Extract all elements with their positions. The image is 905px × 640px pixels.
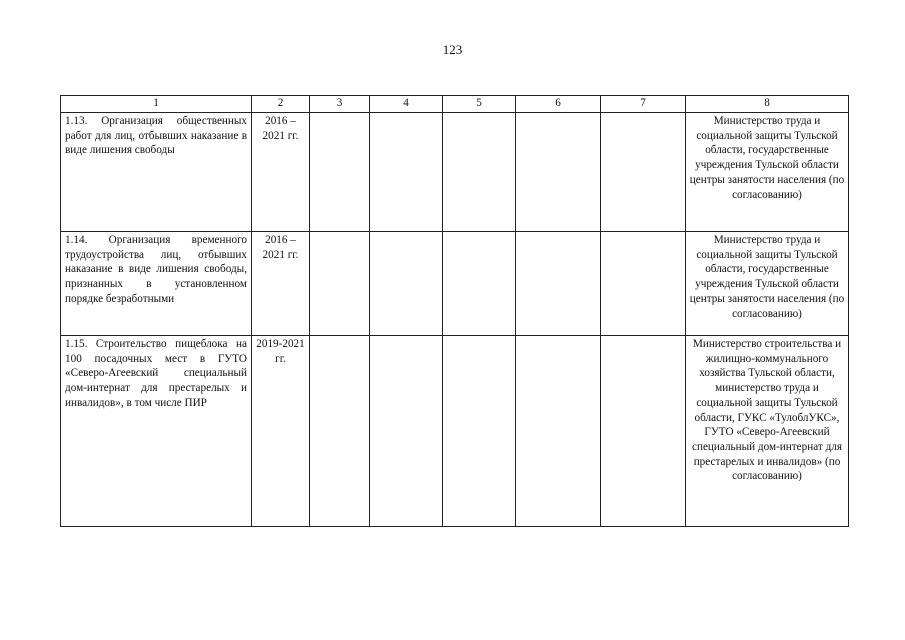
header-col-6: 6 bbox=[516, 96, 601, 113]
header-col-7: 7 bbox=[601, 96, 686, 113]
executor-cell: Министерство труда и социальной защиты Тульской области, государственные учреждения Тульской области центры занятости населения (по согласованию) bbox=[686, 113, 849, 232]
col-3-cell bbox=[310, 336, 370, 527]
table-header-row bbox=[61, 96, 849, 113]
header-col-8: 8 bbox=[686, 96, 849, 113]
col-5-cell bbox=[443, 113, 516, 232]
period-cell: 2016 – 2021 гг. bbox=[252, 113, 310, 232]
col-4-cell bbox=[370, 232, 443, 336]
table-row bbox=[61, 232, 849, 336]
header-col-3: 3 bbox=[310, 96, 370, 113]
col-7-cell bbox=[601, 113, 686, 232]
executor-cell: Министерство труда и социальной защиты Тульской области, государственные учреждения Тульской области центры занятости населения (по согласованию) bbox=[686, 232, 849, 336]
table-row bbox=[61, 336, 849, 527]
measure-name-cell: 1.14. Организация временного трудоустройства лиц, отбывших наказание в виде лишения свободы, признанных в установленном порядке безработными bbox=[61, 232, 252, 336]
page-number: 123 bbox=[442, 42, 463, 57]
col-7-cell bbox=[601, 232, 686, 336]
col-3-cell bbox=[310, 113, 370, 232]
col-6-cell bbox=[516, 232, 601, 336]
col-4-cell bbox=[370, 336, 443, 527]
measure-name-cell: 1.15. Строительство пищеблока на 100 посадочных мест в ГУТО «Северо-Агеевский специальный дом-интернат для престарелых и инвалидов», в том числе ПИР bbox=[61, 336, 252, 527]
col-5-cell bbox=[443, 232, 516, 336]
period-cell: 2019-2021 гг. bbox=[252, 336, 310, 527]
col-7-cell bbox=[601, 336, 686, 527]
period-cell: 2016 – 2021 гг. bbox=[252, 232, 310, 336]
executor-cell: Министерство строительства и жилищно-коммунального хозяйства Тульской области, министерство труда и социальной защиты Тульской области, ГУКС «ТулоблУКС», ГУТО «Северо-Агеевский специальный дом-интернат для престарелых и инвалидов» (по согласованию) bbox=[686, 336, 849, 527]
col-6-cell bbox=[516, 113, 601, 232]
measures-table bbox=[60, 95, 849, 527]
header-col-1: 1 bbox=[61, 96, 252, 113]
header-col-5: 5 bbox=[443, 96, 516, 113]
header-col-4: 4 bbox=[370, 96, 443, 113]
table-row bbox=[61, 113, 849, 232]
col-6-cell bbox=[516, 336, 601, 527]
measure-name-cell: 1.13. Организация общественных работ для лиц, отбывших наказание в виде лишения свободы bbox=[61, 113, 252, 232]
col-3-cell bbox=[310, 232, 370, 336]
col-5-cell bbox=[443, 336, 516, 527]
col-4-cell bbox=[370, 113, 443, 232]
header-col-2: 2 bbox=[252, 96, 310, 113]
measures-table-container bbox=[60, 95, 848, 527]
